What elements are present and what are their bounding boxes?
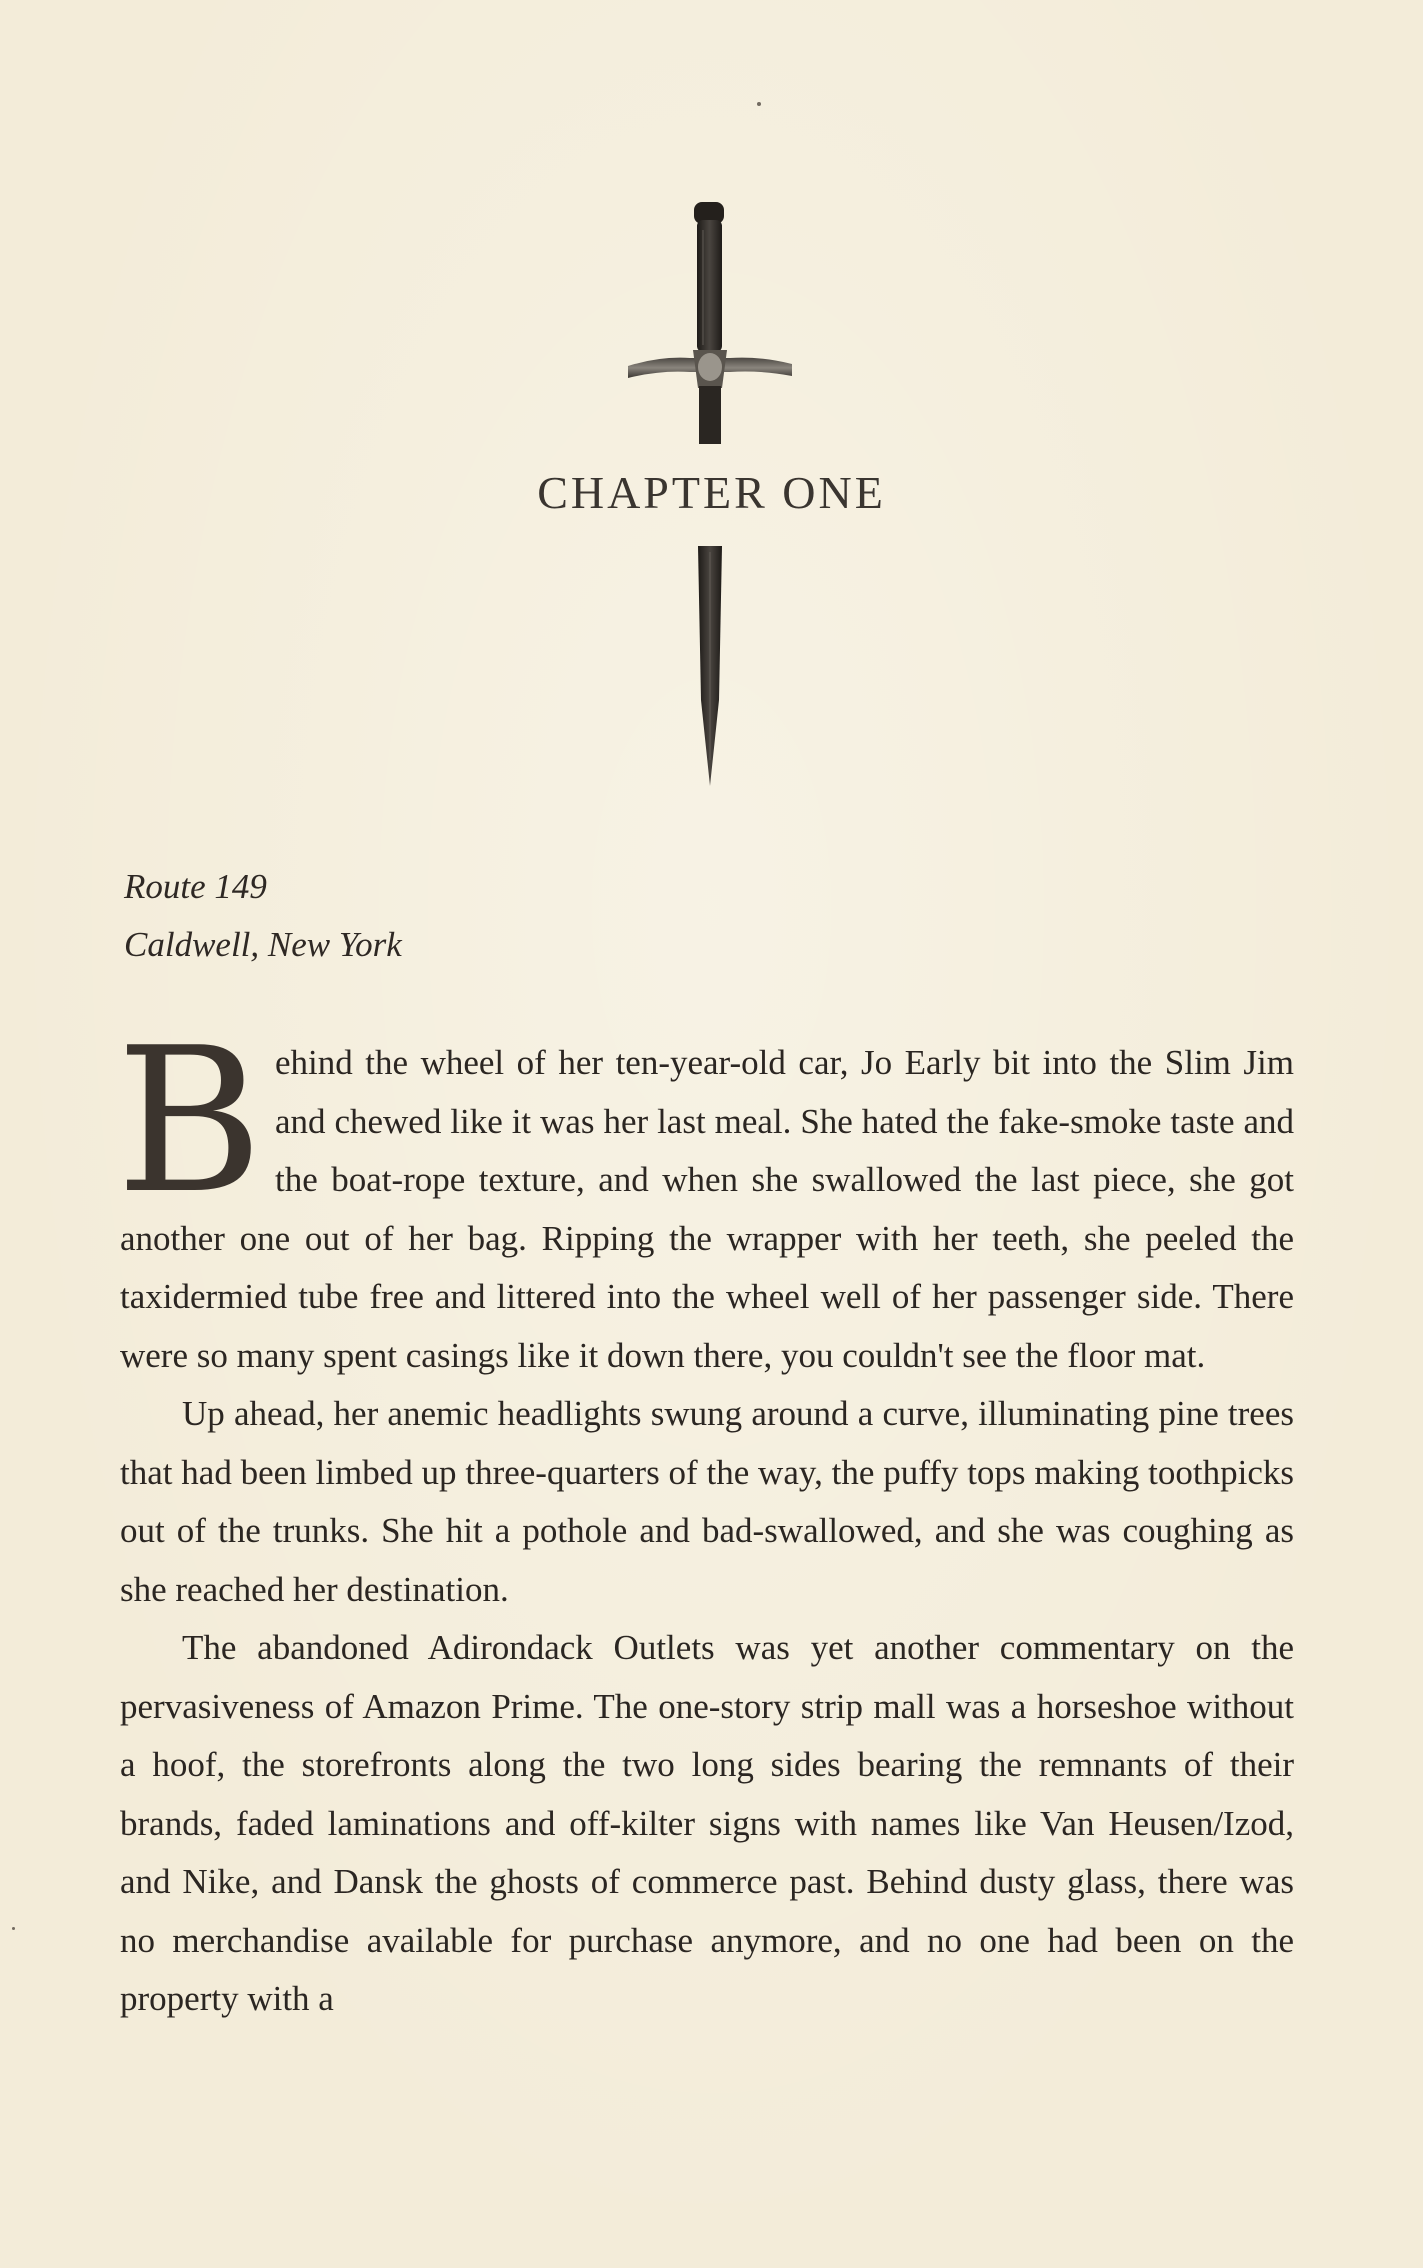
dagger-icon xyxy=(0,0,1423,800)
location-city: Caldwell, New York xyxy=(124,925,402,964)
paragraph-1-text: ehind the wheel of her ten-year-old car, Jo Early bit into the Slim Jim and chewed like it was her last meal. She hated the fake-smoke taste and the boat-rope texture, and when she swallowed the last piece, she got another one out of her bag. Ripping the wrapper with her teeth, she peeled the taxidermied tube free and littered into the wheel well of her passenger side. There were so many spent casings like it down there, you couldn't see the floor mat. xyxy=(120,1043,1294,1375)
paragraph-3: The abandoned Adirondack Outlets was yet another commentary on the pervasiveness of Amazon Prime. The one-story strip mall was a horseshoe without a hoof, the storefronts along the two long sides bearing the remnants of their brands, faded laminations and off-kilter signs with names like Van Heusen/Izod, and Nike, and Dansk the ghosts of commerce past. Behind dusty glass, there was no merchandise available for purchase anymore, and no one had been on the property with a xyxy=(120,1628,1294,2018)
paragraph-1 xyxy=(116,1005,1294,1385)
chapter-body xyxy=(116,1005,1294,2029)
location-route: Route 149 xyxy=(124,867,267,906)
page-speck xyxy=(12,1927,15,1930)
drop-cap: B xyxy=(116,1005,263,1238)
chapter-title: CHAPTER ONE xyxy=(537,467,886,518)
location-block xyxy=(124,858,402,974)
paragraph-2: Up ahead, her anemic headlights swung around a curve, illuminating pine trees that had been limbed up three-quarters of the way, the puffy tops making toothpicks out of the trunks. She hit a pothole and bad-swallowed, and she was coughing as she reached her destination. xyxy=(120,1394,1294,1609)
